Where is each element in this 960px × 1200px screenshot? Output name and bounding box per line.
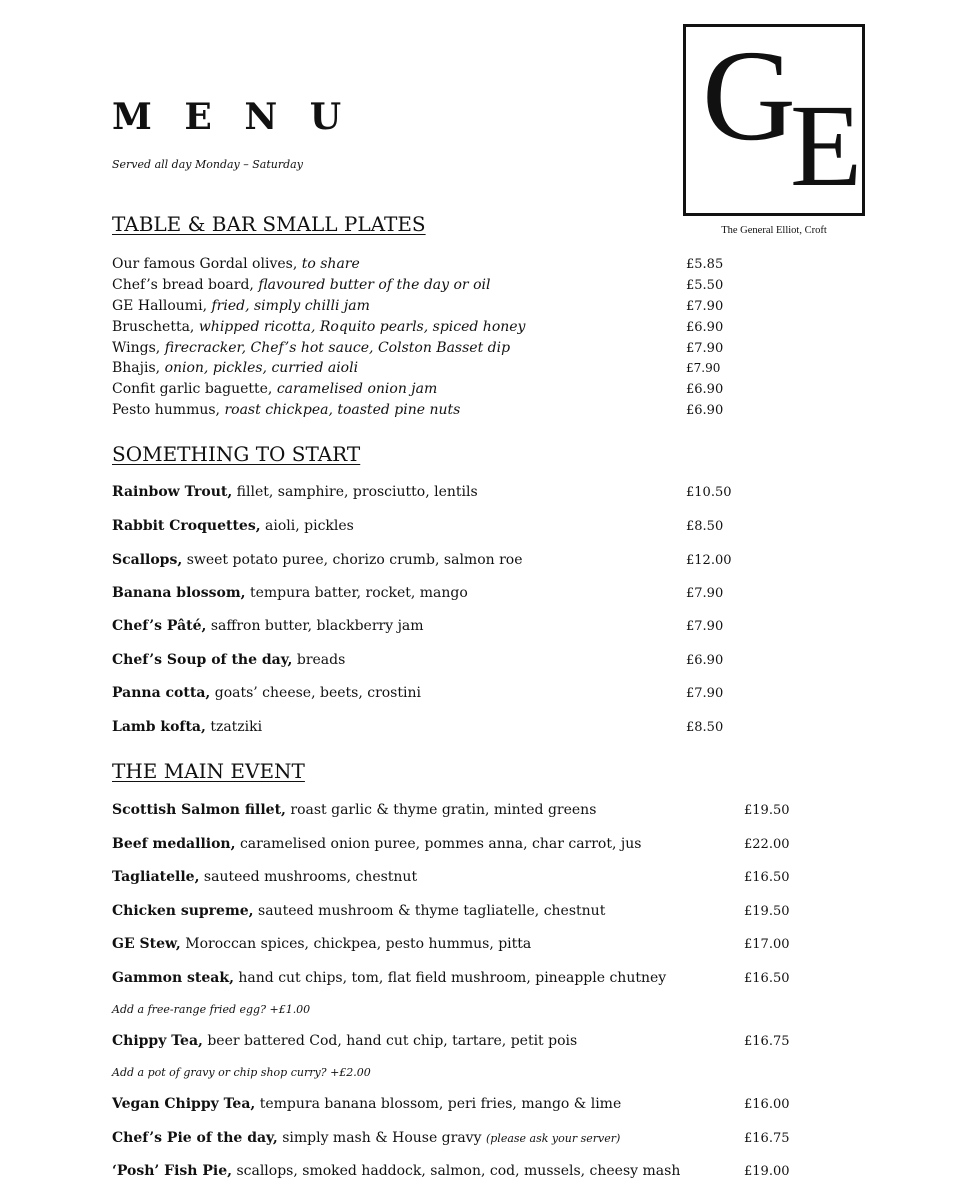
- item-name: Rainbow Trout,: [112, 484, 233, 500]
- menu-item: [112, 552, 523, 568]
- item-name: Chef’s Soup of the day,: [112, 652, 293, 668]
- item-description: tempura batter, rocket, mango: [249, 585, 468, 601]
- item-name: GE Halloumi,: [112, 298, 208, 314]
- menu-subtitle: Served all day Monday – Saturday: [112, 158, 303, 171]
- menu-item: [112, 936, 531, 952]
- item-price: £19.00: [744, 1164, 790, 1179]
- item-name: ‘Posh’ Fish Pie,: [112, 1163, 232, 1179]
- item-price: £7.90: [686, 686, 724, 701]
- item-name: Scottish Salmon fillet,: [112, 802, 286, 818]
- item-name: Beef medallion,: [112, 836, 236, 852]
- logo-caption: The General Elliot, Croft: [721, 225, 827, 236]
- menu-item: [112, 970, 666, 986]
- item-price: £16.00: [744, 1097, 790, 1112]
- item-price: £12.00: [686, 553, 732, 568]
- item-price: £6.90: [686, 382, 724, 397]
- menu-item: [112, 1130, 620, 1146]
- item-description: Moroccan spices, chickpea, pesto hummus, pitta: [185, 936, 532, 952]
- item-price: £7.90: [686, 299, 724, 314]
- item-name: Chef’s bread board,: [112, 277, 254, 293]
- item-description: fillet, samphire, prosciutto, lentils: [236, 484, 478, 500]
- item-name: Vegan Chippy Tea,: [112, 1096, 256, 1112]
- menu-item: [112, 381, 437, 397]
- item-name: Scallops,: [112, 552, 183, 568]
- menu-item: [112, 319, 525, 335]
- menu-item: [112, 869, 417, 885]
- item-description: saffron butter, blackberry jam: [210, 618, 424, 634]
- menu-item: [112, 277, 490, 293]
- item-price: £16.75: [744, 1131, 790, 1146]
- item-description: hand cut chips, tom, flat field mushroom, pineapple chutney: [238, 970, 667, 986]
- menu-item: [112, 1033, 577, 1049]
- item-price: £16.75: [744, 1034, 790, 1049]
- item-price: £6.90: [686, 653, 724, 668]
- add-on-note: Add a pot of gravy or chip shop curry? +£2.00: [112, 1066, 371, 1079]
- menu-item: [112, 360, 358, 376]
- item-description: roast garlic & thyme gratin, minted greens: [290, 802, 597, 818]
- item-price: £22.00: [744, 837, 790, 852]
- item-name: GE Stew,: [112, 936, 181, 952]
- menu-item: [112, 340, 510, 356]
- item-name: Bruschetta,: [112, 319, 195, 335]
- item-server-note: (please ask your server): [485, 1132, 621, 1145]
- item-price: £8.50: [686, 720, 724, 735]
- item-name: Rabbit Croquettes,: [112, 518, 261, 534]
- item-price: £6.90: [686, 403, 724, 418]
- item-name: Panna cotta,: [112, 685, 211, 701]
- item-price: £5.50: [686, 278, 724, 293]
- logo-letter-e: E: [790, 80, 863, 211]
- menu-item: [112, 402, 460, 418]
- menu-item: [112, 685, 421, 701]
- item-description: sauteed mushrooms, chestnut: [203, 869, 418, 885]
- item-name: Our famous Gordal olives,: [112, 256, 298, 272]
- menu-item: [112, 484, 478, 500]
- item-description: breads: [296, 652, 346, 668]
- section-heading-small-plates: TABLE & BAR SMALL PLATES: [112, 212, 426, 236]
- item-description: sauteed mushroom & thyme tagliatelle, chestnut: [258, 903, 606, 919]
- item-name: Chippy Tea,: [112, 1033, 203, 1049]
- menu-item: [112, 1163, 680, 1179]
- item-price: £7.90: [686, 619, 724, 634]
- add-on-note: Add a free-range fried egg? +£1.00: [112, 1003, 311, 1016]
- item-description: simply mash & House gravy: [282, 1130, 482, 1146]
- item-description: aioli, pickles: [265, 518, 354, 534]
- item-description: flavoured butter of the day or oil: [258, 277, 491, 293]
- item-description: scallops, smoked haddock, salmon, cod, mussels, cheesy mash: [236, 1163, 681, 1179]
- item-description: firecracker, Chef’s hot sauce, Colston Basset dip: [164, 340, 511, 356]
- item-price: £6.90: [686, 320, 724, 335]
- item-description: sweet potato puree, chorizo crumb, salmon roe: [186, 552, 523, 568]
- menu-item: [112, 836, 641, 852]
- item-price: £19.50: [744, 803, 790, 818]
- item-name: Chicken supreme,: [112, 903, 254, 919]
- item-price: £7.90: [686, 586, 724, 601]
- item-name: Chef’s Pie of the day,: [112, 1130, 278, 1146]
- item-price: £16.50: [744, 971, 790, 986]
- item-price: £7.90: [686, 361, 721, 375]
- item-name: Tagliatelle,: [112, 869, 200, 885]
- item-description: whipped ricotta, Roquito pearls, spiced honey: [198, 319, 526, 335]
- item-name: Banana blossom,: [112, 585, 246, 601]
- item-description: roast chickpea, toasted pine nuts: [224, 402, 461, 418]
- section-heading-mains: THE MAIN EVENT: [112, 759, 305, 783]
- logo-letter-g: G: [702, 24, 796, 168]
- ge-logo: [683, 24, 865, 216]
- menu-item: [112, 903, 605, 919]
- item-name: Wings,: [112, 340, 161, 356]
- item-description: beer battered Cod, hand cut chip, tartare, petit pois: [207, 1033, 578, 1049]
- menu-item: [112, 585, 468, 601]
- item-name: Chef’s Pâté,: [112, 618, 207, 634]
- item-name: Pesto hummus,: [112, 402, 221, 418]
- item-name: Gammon steak,: [112, 970, 234, 986]
- item-description: tzatziki: [210, 719, 263, 735]
- item-name: Confit garlic baguette,: [112, 381, 273, 397]
- item-price: £17.00: [744, 937, 790, 952]
- menu-item: [112, 719, 262, 735]
- item-price: £5.85: [686, 257, 724, 272]
- section-heading-starters: SOMETHING TO START: [112, 442, 361, 466]
- item-description: goats’ cheese, beets, crostini: [214, 685, 421, 701]
- item-description: caramelised onion puree, pommes anna, char carrot, jus: [239, 836, 642, 852]
- menu-item: [112, 652, 345, 668]
- item-description: fried, simply chilli jam: [211, 298, 370, 314]
- menu-item: [112, 618, 424, 634]
- menu-item: [112, 1096, 621, 1112]
- menu-title: M E N U: [112, 96, 352, 138]
- item-price: £19.50: [744, 904, 790, 919]
- item-price: £7.90: [686, 341, 724, 356]
- item-price: £10.50: [686, 485, 732, 500]
- item-description: to share: [301, 256, 360, 272]
- item-name: Bhajis,: [112, 360, 161, 376]
- item-description: tempura banana blossom, peri fries, mango & lime: [259, 1096, 622, 1112]
- item-description: caramelised onion jam: [276, 381, 438, 397]
- menu-item: [112, 256, 360, 272]
- menu-item: [112, 298, 370, 314]
- item-price: £16.50: [744, 870, 790, 885]
- item-name: Lamb kofta,: [112, 719, 206, 735]
- item-description: onion, pickles, curried aioli: [164, 360, 359, 376]
- menu-item: [112, 518, 354, 534]
- menu-item: [112, 802, 596, 818]
- item-price: £8.50: [686, 519, 724, 534]
